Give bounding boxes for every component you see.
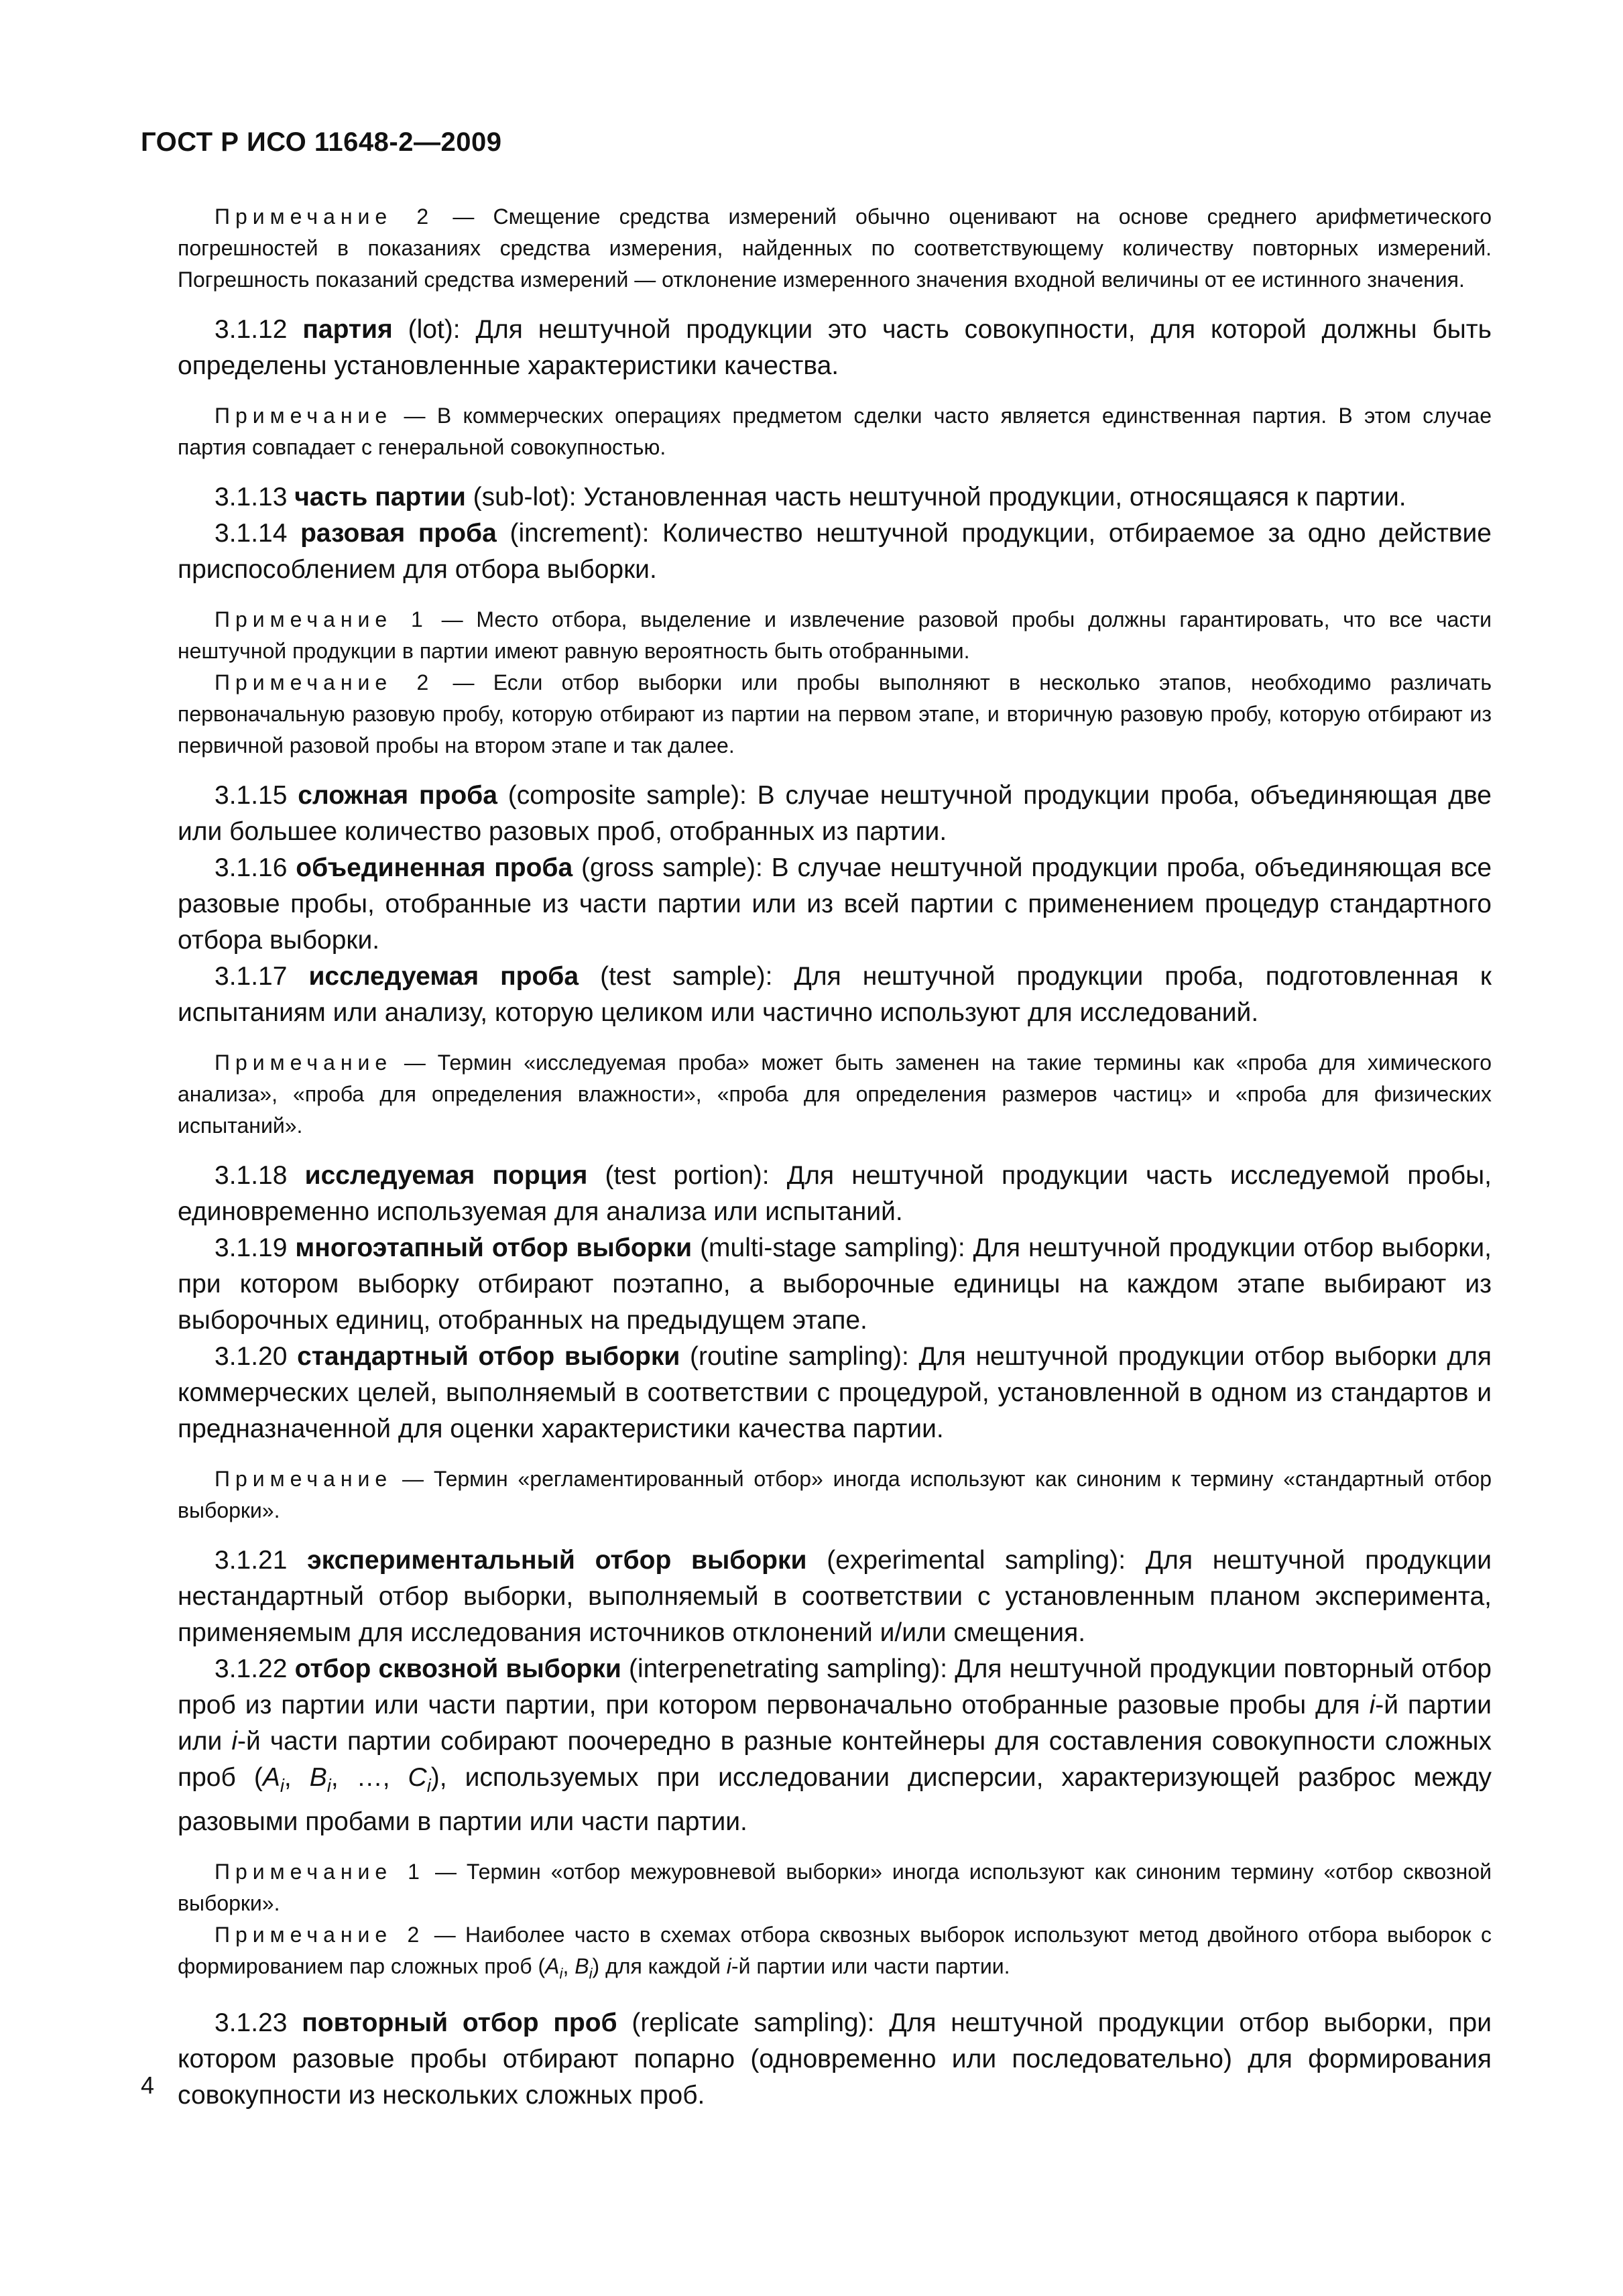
term-name: повторный отбор проб: [302, 2008, 617, 2038]
term-english: (experimental sampling): [806, 1546, 1119, 1575]
term-name: экспериментальный отбор выборки: [307, 1546, 807, 1575]
note-block: [178, 1047, 1492, 1142]
separator: ,: [562, 1953, 575, 1978]
note-paragraph: [178, 667, 1492, 762]
separator: ,: [330, 1763, 357, 1792]
note-text: — Если отбор выборки или пробы выполняют в несколько этапов, необходимо различать первоначальную разовую пробу, которую отбирают из партии на первом этапе, и вторичную разовую пробу, которую отбирают из первичной разовой пробы на втором этапе и так далее.: [178, 670, 1492, 758]
note-label: Примечание 2: [215, 670, 434, 694]
note-label: Примечание: [215, 1050, 393, 1075]
note-block: [178, 1463, 1492, 1526]
term-number: 3.1.21: [215, 1546, 308, 1575]
term-text: : Для нештучной продукции часть исследуемой пробы, единовременно используемая для анализа или испытаний.: [178, 1161, 1492, 1226]
note-label: Примечание: [215, 1467, 393, 1491]
note-paragraph: [178, 1047, 1492, 1142]
note-label: Примечание: [215, 404, 393, 428]
term-definition-3-1-17: [178, 959, 1492, 1031]
term-english: (composite sample): [497, 781, 740, 810]
term-number: 3.1.17: [215, 962, 309, 991]
term-name: сложная проба: [298, 781, 497, 810]
term-text: : Количество нештучной продукции, отбираемое за одно действие приспособлением для отбора выборки.: [178, 519, 1492, 584]
term-english: (test sample): [579, 962, 766, 991]
note-text: — Смещение средства измерений обычно оценивают на основе среднего арифметического погрешностей в показаниях средства измерения, найденных по соответствующему количеству повторных измерений. Погрешность показаний средства измерений — отклонение измеренного значения входной величины от ее истинного значения.: [178, 204, 1492, 292]
term-english: (test portion): [587, 1161, 762, 1190]
index-i: i: [726, 1953, 731, 1978]
subscript-i: i: [589, 1965, 593, 1982]
symbol-a: A: [262, 1763, 280, 1792]
note-block: [178, 604, 1492, 762]
term-number: 3.1.18: [215, 1161, 305, 1190]
note-text: — Термин «регламентированный отбор» иногда используют как синоним к термину «стандартный отбор выборки».: [178, 1467, 1492, 1522]
term-definition-3-1-21: [178, 1543, 1492, 1651]
subscript-i: i: [426, 1774, 431, 1796]
note-text: — Место отбора, выделение и извлечение разовой пробы должны гарантировать, что все части нештучной продукции в партии имеют равную вероятность быть отобранными.: [178, 607, 1492, 663]
note-paragraph: [178, 400, 1492, 463]
term-block: [178, 1543, 1492, 1840]
term-number: 3.1.22: [215, 1654, 295, 1683]
note-label: Примечание 1: [215, 1859, 425, 1884]
note-paragraph: [178, 1463, 1492, 1526]
note-paragraph: [178, 1856, 1492, 1919]
note-text: -й партии или части партии.: [731, 1953, 1010, 1978]
term-name: отбор сквозной выборки: [294, 1654, 621, 1683]
term-text: : Установленная часть нештучной продукции, относящаяся к партии.: [568, 483, 1406, 511]
term-text: : В случае нештучной продукции проба, объединяющая две или большее количество разовых проб, отобранных из партии.: [178, 781, 1492, 846]
term-block: [178, 479, 1492, 588]
term-text: -й части партии собирают поочередно в разные контейнеры для составления совокупности сложных проб (: [178, 1727, 1492, 1792]
note-text: — В коммерческих операциях предметом сделки часто является единственная партия. В этом случае партия совпадает с генеральной совокупностью.: [178, 404, 1492, 459]
term-english: (interpenetrating sampling): [621, 1654, 941, 1683]
symbol-c: C: [408, 1763, 427, 1792]
term-number: 3.1.13: [215, 483, 295, 511]
term-number: 3.1.15: [215, 781, 298, 810]
term-block: [178, 2005, 1492, 2114]
term-english: (sub-lot): [465, 483, 569, 511]
note-label: Примечание 2: [215, 204, 434, 229]
note-text: — Термин «отбор межуровневой выборки» иногда используют как синоним термину «отбор сквозной выборки».: [178, 1859, 1492, 1915]
term-english: (multi-stage sampling): [692, 1233, 958, 1262]
term-definition-3-1-16: [178, 850, 1492, 959]
term-text: : Для нештучной продукции это часть совокупности, для которой должны быть определены установленные характеристики качества.: [178, 315, 1492, 380]
index-i: i: [1369, 1691, 1376, 1719]
note-block: [178, 1856, 1492, 1989]
term-english: (gross sample): [573, 853, 756, 882]
document-body: [178, 201, 1492, 2130]
note-block: [178, 400, 1492, 463]
term-text: : Для нештучной продукции проба, подготовленная к испытаниям или анализу, которую целиком или частично используют для исследований.: [178, 962, 1492, 1027]
term-english: (routine sampling): [680, 1342, 902, 1371]
symbol-a: A: [545, 1953, 560, 1978]
term-definition-3-1-23: [178, 2005, 1492, 2114]
note-paragraph: [178, 201, 1492, 296]
document-header: ГОСТ Р ИСО 11648-2—2009: [141, 127, 502, 157]
term-name: исследуемая порция: [304, 1161, 588, 1190]
term-text: : Для нештучной продукции отбор выборки, при котором выборку отбирают поэтапно, а выборочные единицы на каждом этапе выбирают из выборочных единиц, отобранных на предыдущем этапе.: [178, 1233, 1492, 1335]
term-number: 3.1.14: [215, 519, 301, 548]
term-text: -й партии или: [178, 1691, 1492, 1756]
term-definition-3-1-18: [178, 1158, 1492, 1230]
term-text: : Для нештучной продукции повторный отбор проб из партии или части партии, при котором первоначально отобранные разовые пробы для: [178, 1654, 1492, 1719]
term-number: 3.1.16: [215, 853, 296, 882]
separator: ,: [382, 1763, 408, 1792]
term-block: [178, 778, 1492, 1031]
term-definition-3-1-22: [178, 1651, 1492, 1840]
note-text: ) для каждой: [592, 1953, 727, 1978]
term-text: : В случае нештучной продукции проба, объединяющая все разовые пробы, отобранные из части партии или из всей партии с применением процедур стандартного отбора выборки.: [178, 853, 1492, 955]
term-number: 3.1.23: [215, 2008, 302, 2038]
note-label: Примечание 1: [215, 607, 428, 631]
term-definition-3-1-12: [178, 312, 1492, 384]
term-name: часть партии: [294, 483, 466, 511]
note-text: — Термин «исследуемая проба» может быть заменен на такие термины как «проба для химического анализа», «проба для определения влажности», «проба для определения размеров частиц» и «проба для физических испытаний».: [178, 1050, 1492, 1138]
term-definition-3-1-14: [178, 516, 1492, 588]
index-i: i: [231, 1727, 238, 1756]
term-block: [178, 312, 1492, 384]
term-number: 3.1.12: [215, 315, 303, 344]
term-english: (lot): [392, 315, 453, 344]
term-name: объединенная проба: [296, 853, 573, 882]
note-block: [178, 201, 1492, 296]
term-definition-3-1-20: [178, 1339, 1492, 1447]
note-label: Примечание 2: [215, 1922, 425, 1947]
term-name: разовая проба: [300, 519, 497, 548]
term-definition-3-1-15: [178, 778, 1492, 850]
term-name: партия: [302, 315, 393, 344]
term-text: : Для нештучной продукции отбор выборки, при котором разовые пробы отбирают попарно (одновременно или последовательно) для формирования совокупности из нескольких сложных проб.: [178, 2008, 1492, 2110]
term-name: исследуемая проба: [308, 962, 579, 991]
page-number: 4: [141, 2071, 155, 2099]
term-number: 3.1.20: [215, 1342, 298, 1371]
term-text: : Для нештучной продукции отбор выборки для коммерческих целей, выполняемый в соответствии с процедурой, установленной в одном из стандартов и предназначенной для оценки характеристики качества партии.: [178, 1342, 1492, 1443]
term-name: многоэтапный отбор выборки: [295, 1233, 693, 1262]
subscript-i: i: [559, 1965, 563, 1982]
term-block: [178, 1158, 1492, 1447]
symbol-b: B: [309, 1763, 327, 1792]
note-text: — Наиболее часто в схемах отбора сквозных выборок используют метод двойного отбора выборок с формированием пар сложных проб (: [178, 1922, 1492, 1978]
ellipsis: …: [356, 1763, 383, 1792]
term-definition-3-1-13: [178, 479, 1492, 516]
subscript-i: i: [326, 1774, 331, 1796]
note-paragraph: [178, 1919, 1492, 1989]
separator: ,: [284, 1763, 310, 1792]
subscript-i: i: [280, 1774, 284, 1796]
term-name: стандартный отбор выборки: [297, 1342, 680, 1371]
symbol-b: B: [575, 1953, 589, 1978]
note-paragraph: [178, 604, 1492, 667]
term-english: (increment): [496, 519, 642, 548]
term-number: 3.1.19: [215, 1233, 296, 1262]
term-text: ), используемых при исследовании дисперсии, характеризующей разброс между разовыми пробами в партии или части партии.: [178, 1763, 1492, 1836]
term-text: : Для нештучной продукции нестандартный отбор выборки, выполняемый в соответствии с установленным планом эксперимента, применяемым для исследования источников отклонений и/или смещения.: [178, 1546, 1492, 1647]
term-english: (replicate sampling): [617, 2008, 867, 2038]
term-definition-3-1-19: [178, 1230, 1492, 1339]
